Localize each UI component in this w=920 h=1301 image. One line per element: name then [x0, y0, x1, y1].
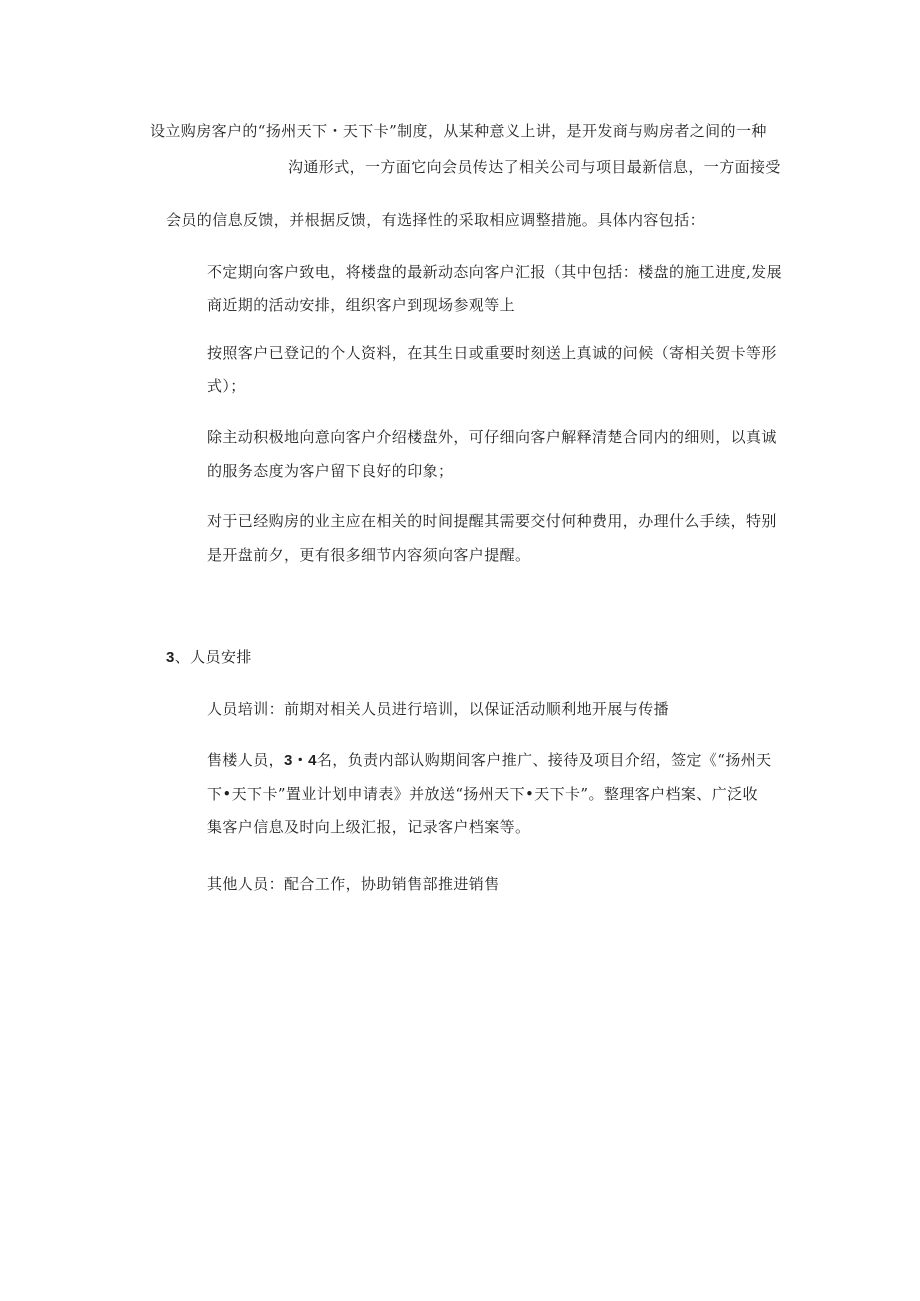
item-3-line-1: 除主动积极地向意向客户介绍楼盘外，可仔细向客户解释清楚合同内的细则，以真诚	[207, 428, 777, 446]
sales-line-2: 下•天下卡”置业计划申请表》并放送“扬州天下•天下卡”。整理客户档案、广泛收	[207, 785, 758, 803]
sales-line-1-rest: 名，负责内部认购期间客户推广、接待及项目介绍，签定《“扬州天	[316, 751, 772, 769]
section-3-heading	[166, 647, 252, 668]
intro-line-3: 会员的信息反馈，并根据反馈，有选择性的采取相应调整措施。具体内容包括：	[166, 211, 706, 229]
intro-line-1: 设立购房客户的“扬州天下・天下卡”制度，从某种意义上讲，是开发商与购房者之间的一种	[150, 122, 767, 140]
item-2-line-2: 式）；	[207, 377, 246, 395]
item-1-line-2: 商近期的活动安排，组织客户到现场参观等上	[207, 296, 516, 314]
intro-line-2: 沟通形式，一方面它向会员传达了相关公司与项目最新信息，一方面接受	[288, 158, 781, 176]
item-2-line-1: 按照客户已登记的个人资料，在其生日或重要时刻送上真诚的问候（寄相关贺卡等形	[207, 344, 777, 362]
item-4-line-1: 对于已经购房的业主应在相关的时间提醒其需要交付何种费用，办理什么手续，特别	[207, 512, 777, 530]
training-line: 人员培训：前期对相关人员进行培训，以保证活动顺利地开展与传播	[207, 700, 670, 718]
item-4-line-2: 是开盘前夕，更有很多细节内容须向客户提醒。	[207, 546, 531, 564]
sales-count: 3・4	[284, 752, 317, 769]
sales-line-3: 集客户信息及时向上级汇报，记录客户档案等。	[207, 818, 531, 836]
item-1-line-1: 不定期向客户致电，将楼盘的最新动态向客户汇报（其中包括：楼盘的施工进度,发展	[207, 263, 782, 281]
item-3-line-2: 的服务态度为客户留下良好的印象；	[207, 462, 454, 480]
sales-line-1	[207, 750, 772, 771]
others-line: 其他人员：配合工作，协助销售部推进销售	[207, 875, 500, 893]
section-3-title: 、人员安排	[174, 648, 252, 666]
section-3-number: 3	[166, 649, 175, 666]
sales-prefix: 售楼人员，	[207, 751, 285, 769]
